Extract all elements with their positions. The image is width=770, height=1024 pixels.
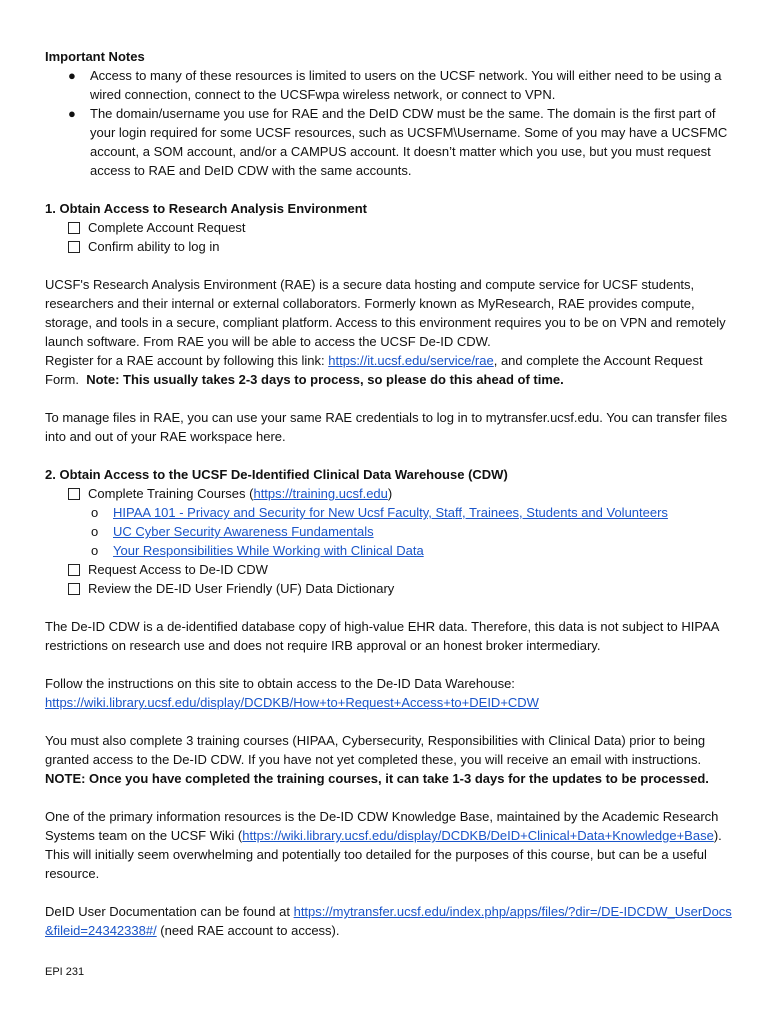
checklist-item: Complete Account Request: [68, 218, 735, 237]
circle-bullet-icon: o: [91, 524, 99, 539]
cdw-request-link[interactable]: https://wiki.library.ucsf.edu/display/DCDKB/How+to+Request+Access+to+DEID+CDW: [45, 695, 539, 710]
list-item: [91, 541, 735, 560]
important-notes-list: [45, 66, 735, 180]
bullet-icon: ●: [68, 68, 76, 83]
section-2-heading: 2. Obtain Access to the UCSF De-Identified Clinical Data Warehouse (CDW): [45, 467, 508, 482]
rae-description: UCSF's Research Analysis Environment (RAE) is a secure data hosting and compute service for UCSF students, researchers and their internal or external collaborators. Formerly known as MyResearch, RAE provides compute, storage, and tools in a secure, compliant platform. Access to this environment requires you to be on VPN and remotely launch software. From RAE you will be able to access the UCSF De-ID CDW.: [45, 277, 726, 349]
checklist-item: Complete Training Courses (https://training.ucsf.edu): [68, 484, 735, 503]
training-note: NOTE: Once you have completed the training courses, it can take 1-3 days for the updates to be processed.: [45, 771, 709, 786]
course-link-responsibilities[interactable]: Your Responsibilities While Working with Clinical Data: [113, 543, 424, 558]
course-link-cyber[interactable]: UC Cyber Security Awareness Fundamentals: [113, 524, 374, 539]
bullet-icon: ●: [68, 106, 76, 121]
list-item: [91, 522, 735, 541]
checkbox-icon[interactable]: [68, 583, 80, 595]
checklist-item: Review the DE-ID User Friendly (UF) Data Dictionary: [68, 579, 735, 598]
rae-link[interactable]: https://it.ucsf.edu/service/rae: [328, 353, 494, 368]
training-course-list: [45, 503, 735, 560]
circle-bullet-icon: o: [91, 505, 99, 520]
section-1-checklist: [45, 218, 735, 256]
cdw-description: The De-ID CDW is a de-identified database copy of high-value EHR data. Therefore, this data is not subject to HIPAA restrictions on research use and does not require IRB approval or an honest broker intermediary.: [45, 619, 719, 653]
important-notes-title: Important Notes: [45, 49, 145, 64]
training-paragraph: You must also complete 3 training courses (HIPAA, Cybersecurity, Responsibilities with Clinical Data) prior to being granted access to the De-ID CDW. If you have not yet completed these, you will receive an email with instructions. NOTE: Once you have completed the training courses, it can take 1-3 days for the updates to be processed.: [45, 733, 709, 786]
checkbox-icon[interactable]: [68, 488, 80, 500]
section-1-heading: 1. Obtain Access to Research Analysis Environment: [45, 201, 367, 216]
knowledge-base-paragraph: One of the primary information resources is the De-ID CDW Knowledge Base, maintained by the Academic Research Systems team on the UCSF Wiki (https://wiki.library.ucsf.edu/display/DCDKB/DeID+Clinical+Data+Knowledge+Base). This will initially seem overwhelming and potentially too detailed for the purposes of this course, but can be a useful resource.: [45, 809, 722, 881]
checkbox-icon[interactable]: [68, 241, 80, 253]
checkbox-icon[interactable]: [68, 222, 80, 234]
documentation-link[interactable]: https://mytransfer.ucsf.edu/index.php/apps/files/?dir=/DE-IDCDW_UserDocs&fileid=24342338#/: [45, 904, 732, 938]
list-item: ● Access to many of these resources is limited to users on the UCSF network. You will either need to be using a wired connection, connect to the UCSFwpa wireless network, or connect to VPN.: [68, 68, 722, 102]
section-2-checklist: [45, 484, 735, 503]
checklist-item: Request Access to De-ID CDW: [68, 560, 735, 579]
list-item: ● The domain/username you use for RAE and the DeID CDW must be the same. The domain is the first part of your login required for some UCSF resources, such as UCSFM\Username. Some of you may have a UCSFMC account, a SOM account, and/or a CAMPUS account. It doesn’t matter which you use, but you must request access to RAE and DeID CDW with the same accounts.: [68, 106, 728, 178]
rae-transfer-paragraph: To manage files in RAE, you can use your same RAE credentials to log in to mytransfer.ucsf.edu. You can transfer files into and out of your RAE workspace here.: [45, 410, 728, 444]
page-footer: EPI 231: [45, 966, 85, 978]
cdw-follow-text: Follow the instructions on this site to obtain access to the De-ID Data Warehouse:: [45, 676, 515, 691]
training-link[interactable]: https://training.ucsf.edu: [253, 486, 388, 501]
circle-bullet-icon: o: [91, 543, 99, 558]
checkbox-icon[interactable]: [68, 564, 80, 576]
documentation-paragraph: DeID User Documentation can be found at https://mytransfer.ucsf.edu/index.php/apps/files/?dir=/DE-IDCDW_UserDocs&fileid=24342338#/ (need RAE account to access).: [45, 904, 732, 938]
section-2-checklist-continued: [45, 560, 735, 598]
list-item: [91, 503, 735, 522]
rae-register: Register for a RAE account by following this link: https://it.ucsf.edu/service/rae, and complete the Account Request Form. Note: This usually takes 2-3 days to process, so please do this ahead of time.: [45, 353, 703, 387]
knowledge-base-link[interactable]: https://wiki.library.ucsf.edu/display/DCDKB/DeID+Clinical+Data+Knowledge+Base: [242, 828, 714, 843]
checklist-item: Confirm ability to log in: [68, 237, 735, 256]
course-link-hipaa[interactable]: HIPAA 101 - Privacy and Security for New Ucsf Faculty, Staff, Trainees, Students and Volunteers: [113, 505, 668, 520]
rae-note: Note: This usually takes 2-3 days to process, so please do this ahead of time.: [86, 372, 564, 387]
document-body: [45, 47, 735, 940]
